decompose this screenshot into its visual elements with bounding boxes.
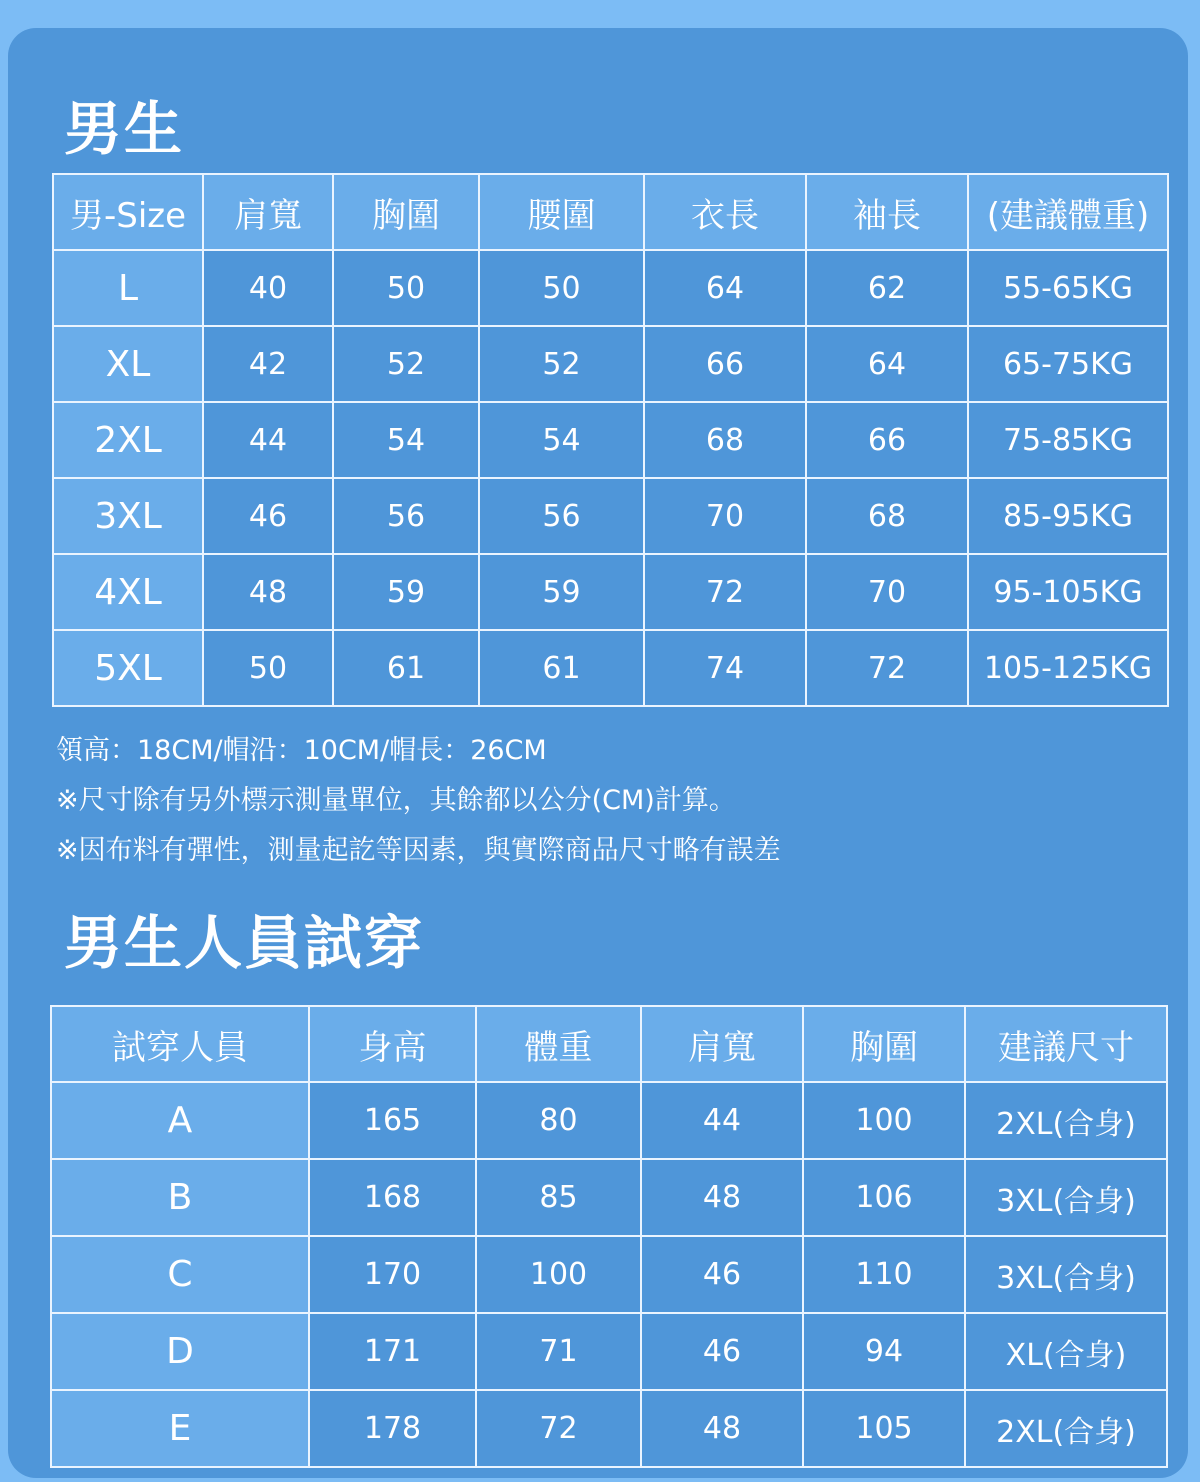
table-cell: 54 xyxy=(333,402,479,478)
column-header-height: 身高 xyxy=(309,1006,476,1082)
table-cell: 40 xyxy=(203,250,333,326)
size-label: 3XL xyxy=(53,478,203,554)
note-tolerance: ※因布料有彈性，測量起訖等因素，與實際商品尺寸略有誤差 xyxy=(56,835,781,866)
table-cell: 64 xyxy=(644,250,806,326)
table-cell: 80 xyxy=(476,1082,641,1159)
table-row xyxy=(53,402,1168,478)
fitting-table xyxy=(50,1005,1168,1468)
table-cell: 59 xyxy=(479,554,644,630)
size-notes xyxy=(56,726,781,876)
table-cell: 44 xyxy=(641,1082,803,1159)
table-row xyxy=(51,1159,1167,1236)
size-label: 5XL xyxy=(53,630,203,706)
table-cell: 171 xyxy=(309,1313,476,1390)
table-cell: 74 xyxy=(644,630,806,706)
column-header-shoulder: 肩寬 xyxy=(203,174,333,250)
note-collar-hood: 領高：18CM/帽沿：10CM/帽長：26CM xyxy=(56,735,547,766)
table-cell: 46 xyxy=(641,1313,803,1390)
table-header-row xyxy=(53,174,1168,250)
table-cell: 62 xyxy=(806,250,968,326)
size-label: 2XL xyxy=(53,402,203,478)
section-title-men: 男生 xyxy=(64,95,185,163)
table-cell: 165 xyxy=(309,1082,476,1159)
table-cell: 72 xyxy=(644,554,806,630)
size-label: L xyxy=(53,250,203,326)
table-cell: 54 xyxy=(479,402,644,478)
table-cell: 66 xyxy=(806,402,968,478)
person-label: C xyxy=(51,1236,309,1313)
column-header-suggested-size: 建議尺寸 xyxy=(965,1006,1167,1082)
table-cell: 48 xyxy=(203,554,333,630)
table-cell: 71 xyxy=(476,1313,641,1390)
table-cell: 68 xyxy=(806,478,968,554)
table-cell: 94 xyxy=(803,1313,965,1390)
table-cell: 85-95KG xyxy=(968,478,1168,554)
column-header-person: 試穿人員 xyxy=(51,1006,309,1082)
column-header-weight: (建議體重) xyxy=(968,174,1168,250)
table-cell: 72 xyxy=(806,630,968,706)
table-cell: 50 xyxy=(203,630,333,706)
column-header-length: 衣長 xyxy=(644,174,806,250)
table-cell: 168 xyxy=(309,1159,476,1236)
table-cell: 65-75KG xyxy=(968,326,1168,402)
table-cell: 72 xyxy=(476,1390,641,1467)
table-cell: 105 xyxy=(803,1390,965,1467)
size-label: XL xyxy=(53,326,203,402)
table-row xyxy=(53,630,1168,706)
table-cell: 3XL(合身) xyxy=(965,1159,1167,1236)
table-cell: 178 xyxy=(309,1390,476,1467)
table-cell: 75-85KG xyxy=(968,402,1168,478)
table-cell: 100 xyxy=(476,1236,641,1313)
column-header-shoulder: 肩寬 xyxy=(641,1006,803,1082)
table-row xyxy=(53,326,1168,402)
table-cell: 55-65KG xyxy=(968,250,1168,326)
column-header-waist: 腰圍 xyxy=(479,174,644,250)
person-label: A xyxy=(51,1082,309,1159)
person-label: D xyxy=(51,1313,309,1390)
table-cell: 3XL(合身) xyxy=(965,1236,1167,1313)
table-cell: 66 xyxy=(644,326,806,402)
table-row xyxy=(51,1390,1167,1467)
person-label: E xyxy=(51,1390,309,1467)
table-cell: 64 xyxy=(806,326,968,402)
person-label: B xyxy=(51,1159,309,1236)
table-cell: 100 xyxy=(803,1082,965,1159)
table-cell: 52 xyxy=(479,326,644,402)
table-row xyxy=(51,1236,1167,1313)
table-cell: 56 xyxy=(479,478,644,554)
table-row xyxy=(53,554,1168,630)
table-cell: 56 xyxy=(333,478,479,554)
table-cell: 59 xyxy=(333,554,479,630)
table-cell: 61 xyxy=(333,630,479,706)
content-panel xyxy=(8,28,1188,1478)
table-cell: 2XL(合身) xyxy=(965,1082,1167,1159)
column-header-size: 男-Size xyxy=(53,174,203,250)
table-cell: 50 xyxy=(479,250,644,326)
table-cell: 70 xyxy=(806,554,968,630)
table-cell: 2XL(合身) xyxy=(965,1390,1167,1467)
table-cell: 52 xyxy=(333,326,479,402)
column-header-sleeve: 袖長 xyxy=(806,174,968,250)
table-cell: 95-105KG xyxy=(968,554,1168,630)
table-row xyxy=(53,478,1168,554)
table-row xyxy=(53,250,1168,326)
table-cell: 61 xyxy=(479,630,644,706)
table-cell: 44 xyxy=(203,402,333,478)
table-cell: 42 xyxy=(203,326,333,402)
size-chart-table xyxy=(52,173,1169,707)
column-header-weight: 體重 xyxy=(476,1006,641,1082)
table-cell: 46 xyxy=(641,1236,803,1313)
table-cell: 46 xyxy=(203,478,333,554)
table-cell: 48 xyxy=(641,1159,803,1236)
table-cell: 68 xyxy=(644,402,806,478)
table-cell: 70 xyxy=(644,478,806,554)
table-cell: 105-125KG xyxy=(968,630,1168,706)
size-label: 4XL xyxy=(53,554,203,630)
table-row xyxy=(51,1313,1167,1390)
table-cell: 110 xyxy=(803,1236,965,1313)
column-header-chest: 胸圍 xyxy=(803,1006,965,1082)
column-header-chest: 胸圍 xyxy=(333,174,479,250)
table-cell: 48 xyxy=(641,1390,803,1467)
table-cell: XL(合身) xyxy=(965,1313,1167,1390)
table-row xyxy=(51,1082,1167,1159)
table-cell: 170 xyxy=(309,1236,476,1313)
table-cell: 106 xyxy=(803,1159,965,1236)
table-cell: 50 xyxy=(333,250,479,326)
section-title-fitting: 男生人員試穿 xyxy=(64,909,425,977)
note-unit: ※尺寸除有另外標示測量單位，其餘都以公分(CM)計算。 xyxy=(56,785,736,816)
table-header-row xyxy=(51,1006,1167,1082)
table-cell: 85 xyxy=(476,1159,641,1236)
